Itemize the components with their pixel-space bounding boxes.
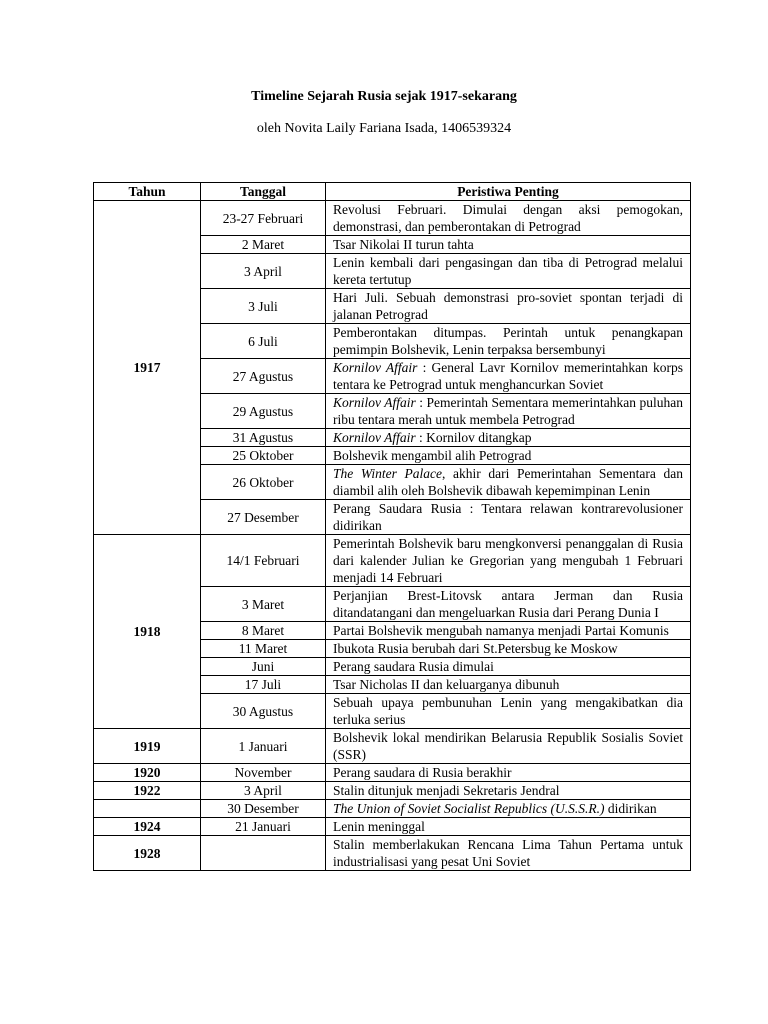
date-cell: 21 Januari [201,818,326,836]
table-row [94,782,691,800]
event-text: Sebuah upaya pembunuhan Lenin yang mengakibatkan dia terluka serius [333,695,683,727]
document-title: Timeline Sejarah Rusia sejak 1917-sekarang [251,89,517,104]
event-cell [326,764,691,782]
event-text: , akhir dari Pemerintahan Sementara dan diambil alih oleh Bolshevik dibawah kepemimpinan Lenin [333,466,683,498]
year-cell: 1928 [94,836,201,871]
event-text: Stalin ditunjuk menjadi Sekretaris Jendral [333,783,560,798]
event-cell [326,818,691,836]
date-cell: 27 Desember [201,500,326,535]
date-cell: 3 Juli [201,289,326,324]
timeline-body [94,201,691,871]
year-cell: 1920 [94,764,201,782]
date-cell: 17 Juli [201,676,326,694]
event-cell [326,429,691,447]
event-cell [326,640,691,658]
year-cell: 1918 [94,535,201,729]
event-cell [326,289,691,324]
table-row [94,764,691,782]
year-cell: 1922 [94,782,201,800]
table-header-row [94,183,691,201]
date-cell: 30 Agustus [201,694,326,729]
date-cell: 6 Juli [201,324,326,359]
header-date: Tanggal [201,183,326,201]
event-text: Partai Bolshevik mengubah namanya menjadi Partai Komunis [333,623,669,638]
event-cell [326,587,691,622]
event-cell [326,500,691,535]
header-event: Peristiwa Penting [326,183,691,201]
event-text: Tsar Nikolai II turun tahta [333,237,474,252]
event-text: Stalin memberlakukan Rencana Lima Tahun Pertama untuk industrialisasi yang pesat Uni Soviet [333,837,683,869]
event-cell [326,676,691,694]
event-italic-text: The Winter Palace [333,466,443,481]
date-cell: 26 Oktober [201,465,326,500]
event-cell [326,465,691,500]
date-cell: 31 Agustus [201,429,326,447]
event-cell [326,201,691,236]
event-text: Perang Saudara Rusia : Tentara relawan kontrarevolusioner didirikan [333,501,683,533]
table-row [94,535,691,587]
date-cell: 3 April [201,254,326,289]
date-cell: 27 Agustus [201,359,326,394]
date-cell: 29 Agustus [201,394,326,429]
event-text: Revolusi Februari. Dimulai dengan aksi pemogokan, demonstrasi, dan pemberontakan di Petrograd [333,202,683,234]
table-row [94,800,691,818]
event-cell [326,535,691,587]
date-cell: 30 Desember [201,800,326,818]
event-text: Pemerintah Bolshevik baru mengkonversi penanggalan di Rusia dari kalender Julian ke Gregorian yang mengubah 1 Februari menjadi 14 Februari [333,536,683,585]
event-cell [326,729,691,764]
event-text: Perjanjian Brest-Litovsk antara Jerman dan Rusia ditandatangani dan mengeluarkan Rusia dari Perang Dunia I [333,588,683,620]
date-cell: 2 Maret [201,236,326,254]
event-text: : Kornilov ditangkap [415,430,532,445]
event-italic-text: Kornilov Affair [333,430,416,445]
event-text: Pemberontakan ditumpas. Perintah untuk penangkapan pemimpin Bolshevik, Lenin terpaksa bersembunyi [333,325,683,357]
table-row [94,201,691,236]
event-cell [326,658,691,676]
event-text: Hari Juli. Sebuah demonstrasi pro-soviet spontan terjadi di jalanan Petrograd [333,290,683,322]
date-cell: Juni [201,658,326,676]
event-cell [326,254,691,289]
year-cell: 1917 [94,201,201,535]
date-cell: 11 Maret [201,640,326,658]
event-cell [326,324,691,359]
event-text: Ibukota Rusia berubah dari St.Petersbug ke Moskow [333,641,618,656]
event-text: Lenin meninggal [333,819,425,834]
date-cell: 25 Oktober [201,447,326,465]
event-cell [326,394,691,429]
event-text: : General Lavr Kornilov memerintahkan korps tentara ke Petrograd untuk menghancurkan Soviet [333,360,684,392]
event-text: : Pemerintah Sementara memerintahkan puluhan ribu tentara merah untuk membela Petrograd [333,395,683,427]
event-text: Perang saudara di Rusia berakhir [333,765,512,780]
event-text: Perang saudara Rusia dimulai [333,659,494,674]
event-text: Bolshevik mengambil alih Petrograd [333,448,532,463]
date-cell: 14/1 Februari [201,535,326,587]
event-italic-text: Kornilov Affair [333,395,416,410]
event-cell [326,800,691,818]
event-cell [326,359,691,394]
event-cell [326,836,691,871]
event-cell [326,782,691,800]
date-cell: 3 April [201,782,326,800]
date-cell: 1 Januari [201,729,326,764]
event-cell [326,447,691,465]
header-year: Tahun [94,183,201,201]
author-line: oleh Novita Laily Fariana Isada, 1406539324 [256,121,512,136]
table-row [94,818,691,836]
date-cell: 23-27 Februari [201,201,326,236]
event-cell [326,236,691,254]
event-cell [326,622,691,640]
table-row [94,836,691,871]
year-cell [94,800,201,818]
year-cell: 1919 [94,729,201,764]
event-italic-text: The Union of Soviet Socialist Republics (U.S.S.R.) [333,801,605,816]
date-cell: 8 Maret [201,622,326,640]
timeline-table [93,182,691,871]
event-text: Tsar Nicholas II dan keluarganya dibunuh [333,677,560,692]
date-cell [201,836,326,871]
table-row [94,729,691,764]
event-text: Bolshevik lokal mendirikan Belarusia Republik Sosialis Soviet (SSR) [333,730,683,762]
event-italic-text: Kornilov Affair [333,360,418,375]
event-text: Lenin kembali dari pengasingan dan tiba di Petrograd melalui kereta tertutup [333,255,683,287]
event-text: didirikan [604,801,657,816]
year-cell: 1924 [94,818,201,836]
event-cell [326,694,691,729]
date-cell: November [201,764,326,782]
date-cell: 3 Maret [201,587,326,622]
